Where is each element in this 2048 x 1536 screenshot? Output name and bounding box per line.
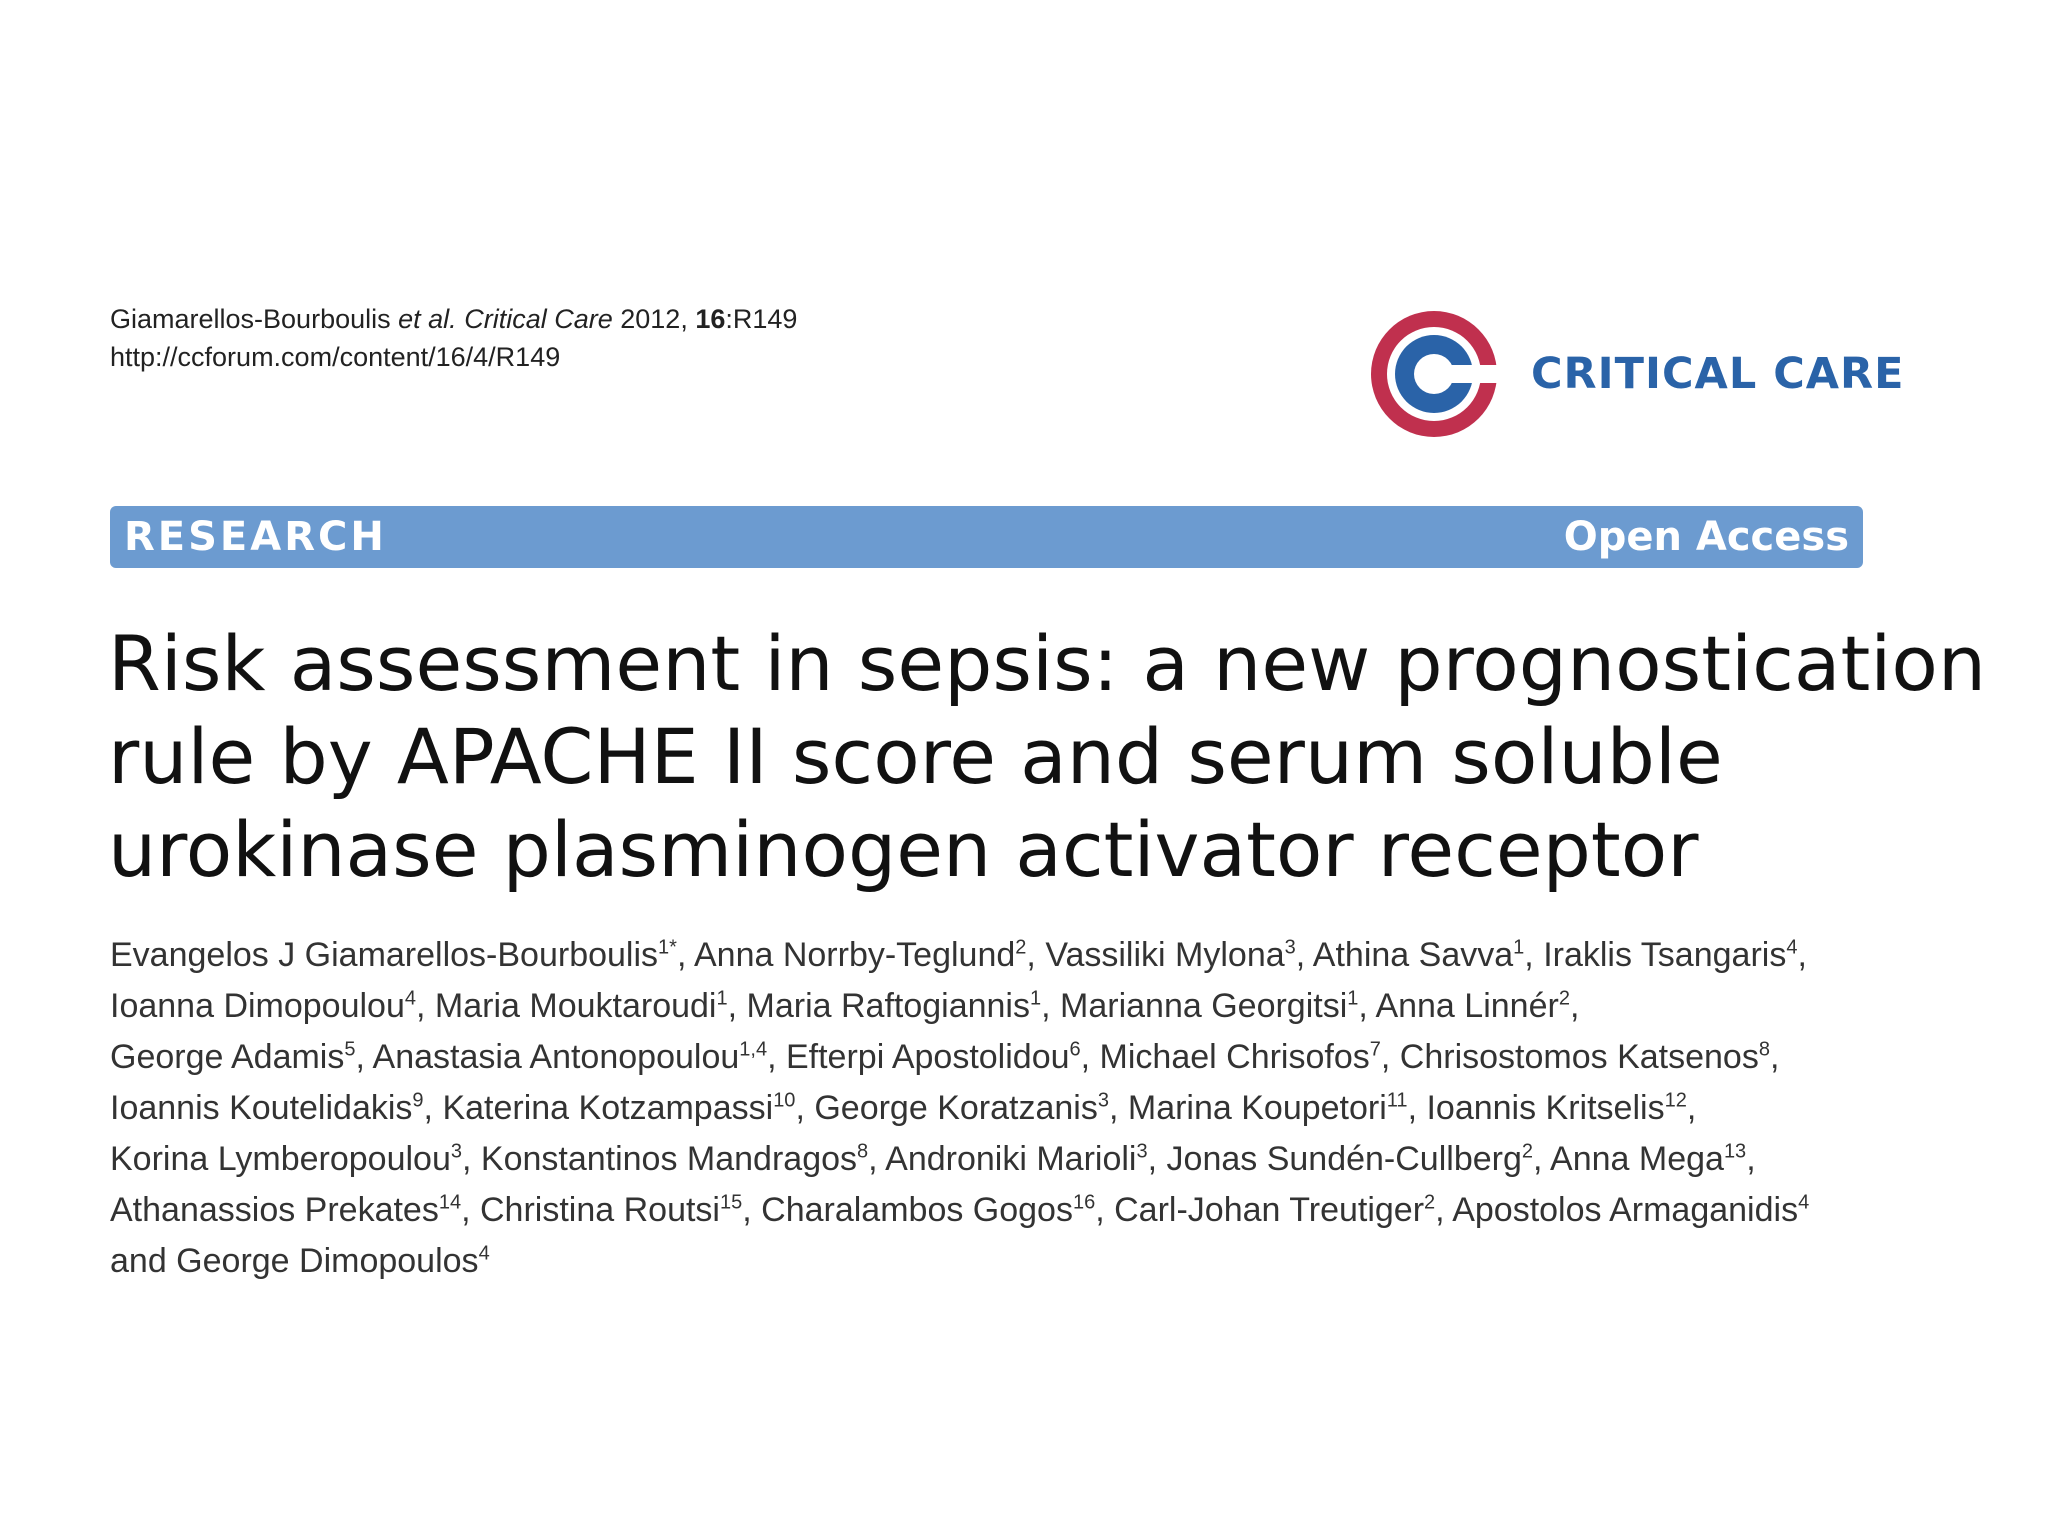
author-separator: , [1080, 1038, 1100, 1076]
author-name: Marianna Georgitsi [1060, 987, 1348, 1025]
author-affiliation: 8 [1758, 1038, 1770, 1061]
author-affiliation: 9 [412, 1089, 424, 1112]
author-name: Jonas Sundén-Cullberg [1166, 1140, 1522, 1178]
author-separator: , [1041, 987, 1061, 1025]
author-name: Korina Lymberopoulou [110, 1140, 451, 1178]
citation-volume: 16 [695, 304, 726, 334]
author-name: Christina Routsi [480, 1191, 720, 1229]
author-affiliation: 4 [404, 987, 417, 1010]
author-separator: , [1524, 936, 1544, 974]
logo-text: CRITICAL CARE [1531, 349, 1905, 399]
author-line [110, 1134, 1900, 1185]
author-separator: , [1295, 936, 1313, 974]
author-affiliation: 6 [1069, 1038, 1081, 1061]
author-name: Athanassios Prekates [110, 1191, 439, 1229]
author-affiliation: 1 [716, 987, 728, 1010]
citation-journal: Critical Care [464, 304, 613, 334]
author-name: Anna Mega [1550, 1140, 1724, 1178]
author-name: Athina Savva [1312, 936, 1514, 974]
author-affiliation: 2 [1521, 1140, 1533, 1163]
author-separator: , [795, 1089, 815, 1127]
author-name: Konstantinos Mandragos [480, 1140, 858, 1178]
author-name: and George Dimopoulos [110, 1242, 479, 1280]
author-line [110, 981, 1900, 1032]
author-name: Anastasia Antonopoulou [372, 1038, 740, 1076]
author-separator: , [1358, 987, 1376, 1025]
author-name: Marina Koupetori [1127, 1089, 1387, 1127]
title-line: rule by APACHE II score and serum soluble [108, 712, 1723, 801]
author-separator: , [868, 1140, 886, 1178]
author-affiliation: 1 [1030, 987, 1042, 1010]
author-name: Katerina Kotzampassi [442, 1089, 774, 1127]
author-name: Ioannis Kritselis [1426, 1089, 1665, 1127]
author-name: Chrisostomos Katsenos [1399, 1038, 1759, 1076]
author-name: Anna Linnér [1375, 987, 1559, 1025]
author-line [110, 1185, 1900, 1236]
title-line: Risk assessment in sepsis: a new prognostication [108, 619, 1987, 708]
author-affiliation: 2 [1015, 936, 1027, 959]
author-name: Maria Raftogiannis [746, 987, 1030, 1025]
author-affiliation: 1* [658, 936, 677, 959]
author-separator: , [1797, 936, 1807, 974]
author-separator: , [1108, 1089, 1128, 1127]
article-type-label: RESEARCH [124, 514, 387, 560]
author-affiliation: 2 [1558, 987, 1570, 1010]
author-name: Ioanna Dimopoulou [110, 987, 405, 1025]
author-affiliation: 10 [773, 1089, 796, 1112]
author-separator: , [1380, 1038, 1400, 1076]
author-affiliation: 1 [1347, 987, 1359, 1010]
author-affiliation: 3 [1284, 936, 1296, 959]
author-affiliation: 3 [1097, 1089, 1109, 1112]
journal-citation [110, 300, 797, 338]
author-separator: , [461, 1140, 481, 1178]
author-affiliation: 8 [857, 1140, 869, 1163]
journal-logo [1365, 305, 1905, 443]
author-affiliation: 14 [438, 1191, 462, 1214]
critical-care-logo-icon [1365, 305, 1503, 443]
author-separator: , [1569, 987, 1580, 1025]
author-line [110, 1083, 1900, 1134]
article-type-banner [110, 506, 1863, 568]
author-separator: , [1407, 1089, 1427, 1127]
article-title [108, 617, 1987, 896]
author-separator: , [742, 1191, 762, 1229]
author-separator: , [1769, 1038, 1780, 1076]
author-list [110, 930, 1900, 1287]
author-affiliation: 2 [1424, 1191, 1436, 1214]
author-separator: , [727, 987, 747, 1025]
author-name: George Adamis [110, 1038, 345, 1076]
author-name: Androniki Marioli [885, 1140, 1137, 1178]
author-separator: , [1026, 936, 1046, 974]
author-affiliation: 1,4 [739, 1038, 768, 1061]
author-affiliation: 16 [1072, 1191, 1096, 1214]
author-separator: , [767, 1038, 786, 1076]
author-affiliation: 3 [1136, 1140, 1148, 1163]
author-affiliation: 4 [1786, 936, 1798, 959]
author-separator: , [1095, 1191, 1115, 1229]
author-line [110, 1032, 1900, 1083]
author-name: Efterpi Apostolidou [785, 1038, 1070, 1076]
author-separator: , [1533, 1140, 1551, 1178]
author-separator: , [355, 1038, 373, 1076]
author-separator: , [416, 987, 435, 1025]
author-name: Vassiliki Mylona [1045, 936, 1285, 974]
author-affiliation: 15 [719, 1191, 743, 1214]
author-line [110, 930, 1900, 981]
author-separator: , [1435, 1191, 1453, 1229]
author-name: Ioannis Koutelidakis [110, 1089, 413, 1127]
author-name: Carl-Johan Treutiger [1114, 1191, 1425, 1229]
citation-author: Giamarellos-Bourboulis [110, 304, 391, 334]
title-line: urokinase plasminogen activator receptor [108, 805, 1699, 894]
citation-block [110, 300, 797, 376]
citation-url[interactable]: http://ccforum.com/content/16/4/R149 [110, 342, 561, 372]
author-affiliation: 13 [1723, 1140, 1747, 1163]
author-affiliation: 1 [1513, 936, 1525, 959]
author-name: Maria Mouktaroudi [434, 987, 717, 1025]
author-name: Evangelos J Giamarellos-Bourboulis [110, 936, 659, 974]
author-affiliation: 5 [344, 1038, 356, 1061]
author-name: Apostolos Armaganidis [1452, 1191, 1799, 1229]
author-separator: , [1746, 1140, 1756, 1178]
author-affiliation: 3 [450, 1140, 462, 1163]
author-separator: , [423, 1089, 443, 1127]
author-separator: , [676, 936, 694, 974]
author-affiliation: 7 [1369, 1038, 1381, 1061]
citation-article: :R149 [725, 304, 798, 334]
author-affiliation: 12 [1664, 1089, 1687, 1112]
author-name: Anna Norrby-Teglund [693, 936, 1016, 974]
author-name: Charalambos Gogos [761, 1191, 1073, 1229]
citation-et-al: et al. [398, 304, 457, 334]
author-separator: , [461, 1191, 480, 1229]
author-affiliation: 11 [1386, 1089, 1408, 1112]
author-line [110, 1236, 1900, 1287]
citation-year: 2012, [620, 304, 688, 334]
author-separator: , [1686, 1089, 1697, 1127]
author-affiliation: 4 [1798, 1191, 1810, 1214]
open-access-label: Open Access [1563, 514, 1849, 560]
author-affiliation: 4 [478, 1242, 490, 1265]
author-separator: , [1147, 1140, 1167, 1178]
author-name: George Koratzanis [814, 1089, 1098, 1127]
author-name: Michael Chrisofos [1099, 1038, 1370, 1076]
author-name: Iraklis Tsangaris [1543, 936, 1787, 974]
